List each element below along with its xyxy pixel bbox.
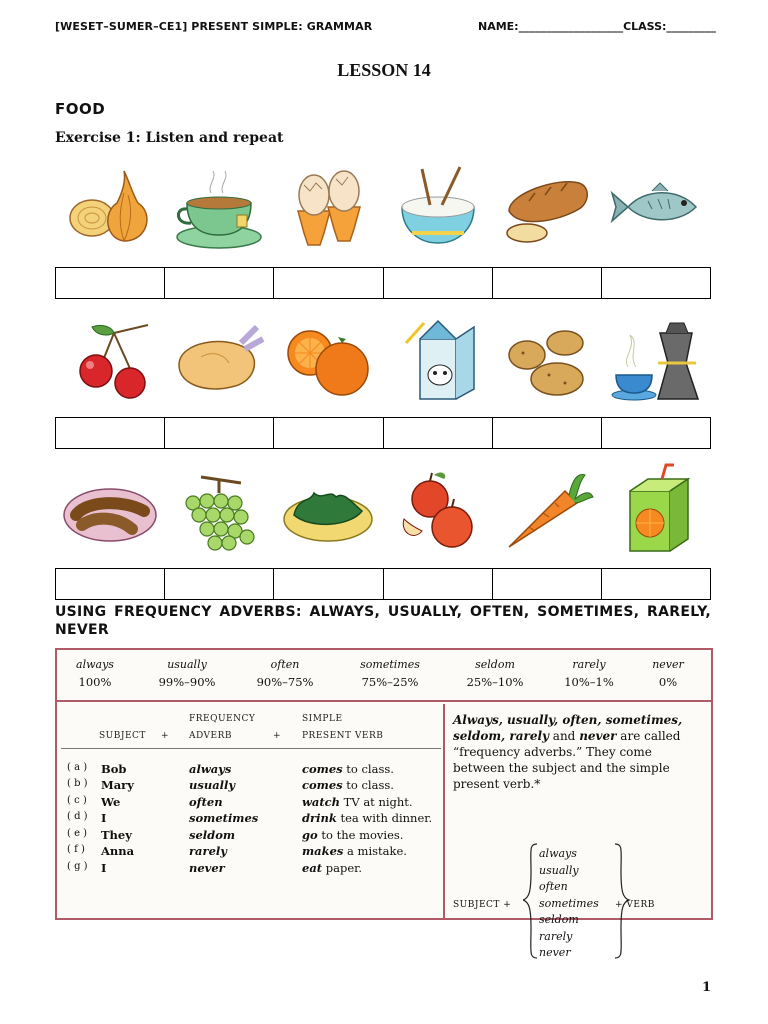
example-row: ( d ) I sometimes drink tea with dinner. — [67, 811, 433, 825]
examples-panel — [57, 704, 445, 918]
formula-verb: + VERB — [615, 900, 655, 910]
frequency-adverbs-chart — [55, 648, 713, 959]
exercise-heading: Exercise 1: Listen and repeat — [55, 130, 284, 146]
col-plus-1: + — [161, 731, 170, 741]
answer-row-1[interactable] — [55, 267, 711, 299]
juice-box-icon — [602, 458, 711, 558]
answer-box[interactable] — [56, 569, 165, 599]
answer-box[interactable] — [602, 418, 710, 448]
answer-box[interactable] — [493, 268, 602, 298]
potatoes-icon — [492, 308, 601, 408]
answer-box[interactable] — [384, 268, 493, 298]
fish-icon — [602, 160, 711, 255]
answer-row-2[interactable] — [55, 417, 711, 449]
col-simple: SIMPLE — [302, 714, 343, 724]
pct-sometimes: sometimes 75%–25% — [360, 658, 420, 689]
example-row: ( e ) They seldom go to the movies. — [67, 828, 404, 842]
answer-row-3[interactable] — [55, 568, 711, 600]
coffee-icon — [602, 308, 711, 408]
example-row: ( a ) Bob always comes to class. — [67, 762, 394, 776]
col-plus-2: + — [273, 731, 282, 741]
answer-box[interactable] — [165, 418, 274, 448]
answer-box[interactable] — [493, 569, 602, 599]
pct-rarely: rarely 10%–1% — [564, 658, 614, 689]
answer-box[interactable] — [274, 569, 383, 599]
eggs-icon — [274, 160, 383, 255]
example-row: ( b ) Mary usually comes to class. — [67, 778, 394, 792]
answer-box[interactable] — [165, 268, 274, 298]
food-picture-row-3 — [55, 458, 711, 558]
answer-box[interactable] — [165, 569, 274, 599]
tea-icon — [164, 160, 273, 255]
header-name-class: NAME:___________________CLASS:_________ — [478, 20, 716, 33]
answer-box[interactable] — [56, 268, 165, 298]
pct-often: often 90%–75% — [256, 658, 314, 689]
pct-always: always 100% — [76, 658, 114, 689]
grapes-icon — [164, 458, 273, 558]
pct-seldom: seldom 25%–10% — [466, 658, 524, 689]
col-present-verb: PRESENT VERB — [302, 731, 384, 741]
explanation-text: Always, usually, often, sometimes, seldom, rarely and never are called “frequency adverbs.” They come between the subject and the simple present verb.* — [453, 713, 683, 791]
header-left: [WESET–SUMER–CE1] PRESENT SIMPLE: GRAMMAR — [55, 20, 373, 33]
cherries-icon — [55, 308, 164, 408]
salad-icon — [274, 458, 383, 558]
page-number: 1 — [702, 980, 712, 995]
answer-box[interactable] — [274, 418, 383, 448]
answer-box[interactable] — [384, 569, 493, 599]
apples-icon — [383, 458, 492, 558]
onion-icon — [55, 160, 164, 255]
milk-carton-icon — [383, 308, 492, 408]
explanation-panel — [447, 704, 711, 959]
divider — [61, 748, 441, 749]
example-row: ( f ) Anna rarely makes a mistake. — [67, 844, 407, 858]
percentage-scale — [57, 650, 711, 702]
col-adverb: ADVERB — [189, 731, 233, 741]
answer-box[interactable] — [493, 418, 602, 448]
answer-box[interactable] — [274, 268, 383, 298]
food-picture-row-1 — [55, 160, 711, 255]
pct-usually: usually 99%–90% — [158, 658, 216, 689]
col-frequency: FREQUENCY — [189, 714, 256, 724]
food-picture-row-2 — [55, 308, 711, 408]
answer-box[interactable] — [602, 268, 710, 298]
chicken-icon — [164, 308, 273, 408]
answer-box[interactable] — [56, 418, 165, 448]
answer-box[interactable] — [602, 569, 710, 599]
formula-subject: SUBJECT + — [453, 900, 512, 910]
answer-box[interactable] — [384, 418, 493, 448]
carrot-icon — [492, 458, 601, 558]
adverb-list: always usually often sometimes seldom rarely never — [539, 847, 599, 959]
frequency-adverbs-heading: USING FREQUENCY ADVERBS: ALWAYS, USUALLY, OFTEN, SOMETIMES, RARELY, NEVER — [55, 604, 711, 638]
section-heading: FOOD — [55, 100, 106, 118]
pct-never: never 0% — [652, 658, 684, 689]
lesson-title: LESSON 14 — [337, 60, 431, 80]
example-row: ( c ) We often watch TV at night. — [67, 795, 413, 809]
example-row: ( g ) I never eat paper. — [67, 861, 363, 875]
col-subject: SUBJECT — [99, 731, 146, 741]
sausages-icon — [55, 458, 164, 558]
bread-icon — [492, 160, 601, 255]
rice-bowl-icon — [383, 160, 492, 255]
oranges-icon — [274, 308, 383, 408]
